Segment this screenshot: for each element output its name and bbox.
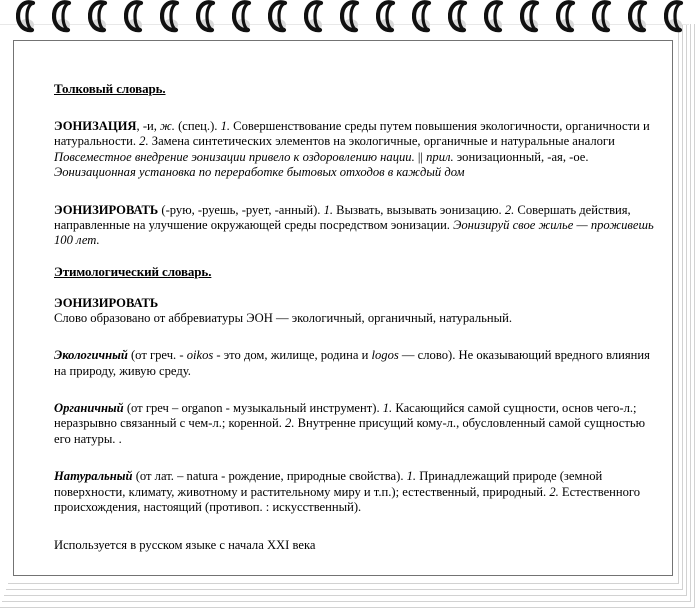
example-1: Эонизируй свое жилье — проживешь 100 лет. xyxy=(54,218,654,248)
page-stack-edge-bottom-2 xyxy=(6,589,683,590)
sense-number-2: 2. xyxy=(549,484,559,499)
page-stack-edge-bottom-1 xyxy=(8,583,679,584)
heading-tolkovy-slovar: Толковый словарь. xyxy=(54,81,166,96)
headword-eonizatsiya: ЭОНИЗАЦИЯ xyxy=(54,119,137,133)
sense-number-2: 2. xyxy=(285,416,295,431)
term-organichny: Органичный xyxy=(54,401,124,416)
term-naturalny: Натуральный xyxy=(54,469,133,484)
spiral-ring-icon xyxy=(556,0,580,34)
headword-eonizirovat: ЭОНИЗИРОВАТЬ xyxy=(54,202,159,217)
spiral-ring-icon xyxy=(592,0,616,34)
etym-origin-line: Слово образовано от аббревиатуры ЭОН — экологичный, органичный, натуральный. xyxy=(54,310,512,325)
etym-mid: - это дом, жилище, родина и xyxy=(213,348,372,363)
example-2: Эонизационная установка по переработке бытовых отходов в каждый дом xyxy=(54,165,465,180)
etym-headword: ЭОНИЗИРОВАТЬ xyxy=(54,295,159,310)
spiral-ring-icon xyxy=(304,0,328,34)
spiral-ring-icon xyxy=(52,0,76,34)
spiral-ring-icon xyxy=(124,0,148,34)
page-stack-edge-bottom-5 xyxy=(0,607,695,608)
page-stack-edge-bottom-4 xyxy=(2,601,691,602)
spiral-ring-icon xyxy=(448,0,472,34)
footer-usage-note: Используется в русском языке с начала XXI века xyxy=(54,537,316,552)
spiral-ring-icon xyxy=(16,0,40,34)
etym-open: (от греч. - xyxy=(127,348,187,363)
greek-logos: logos xyxy=(371,348,399,363)
spiral-ring-icon xyxy=(484,0,508,34)
derivative-label: прил. xyxy=(426,149,454,164)
sense-text-2: Совершать действия, направленные на улучшение окружающей среды посредством эонизации. xyxy=(54,202,631,233)
sense-text-1: Принадлежащий природе (земной поверхности, климату, животному и растительному миру и т.п.); естественный, природный. xyxy=(54,469,603,499)
page-stack-edge-right-4 xyxy=(690,24,691,602)
notebook-page xyxy=(13,40,673,576)
etym-open: (от греч – organon - музыкальный инструмент). xyxy=(123,401,383,416)
spiral-ring-icon xyxy=(376,0,400,34)
page-content xyxy=(54,81,654,553)
heading-etimologichesky-slovar: Этимологический словарь. xyxy=(54,263,212,279)
sense-number-1: 1. xyxy=(382,401,393,416)
forms-eonizirovat: (-рую, -руешь, -рует, -анный). xyxy=(158,202,324,217)
spiral-ring-icon xyxy=(628,0,652,34)
sense-number-1: 1. xyxy=(323,202,334,217)
page-stack-edge-right-5 xyxy=(694,24,695,608)
label-eonizatsiya: (спец.). xyxy=(174,119,221,133)
spiral-ring-icon xyxy=(268,0,292,34)
sense-number-1: 1. xyxy=(220,119,231,133)
spiral-ring-icon xyxy=(664,0,688,34)
component-organichny xyxy=(54,401,654,447)
entry-eonizatsiya xyxy=(54,119,654,181)
sense-text-1: Касающийся самой сущности, основ чего-л.; неразрывно связанный с чем-л.; коренной. xyxy=(54,401,637,431)
sense-number-1: 1. xyxy=(406,469,417,484)
entry-eonizirovat xyxy=(54,203,654,249)
page-stack-edge-right-1 xyxy=(678,24,679,584)
sense-text-1: Совершенствование среды путем повышения экологичности, органичности и натуральности. xyxy=(54,119,650,149)
grammar-eonizatsiya: , -и, xyxy=(136,119,161,133)
spiral-ring-icon xyxy=(340,0,364,34)
entry-separator: || xyxy=(414,149,427,164)
sense-text-2: Замена синтетических элементов на экологичные, органичные и натуральные аналоги xyxy=(148,134,615,149)
etym-open: (от лат. – natura - рождение, природные свойства). xyxy=(132,469,407,484)
sense-text-2: Внутренне присущий кому-л., обусловленный самой сущностью его натуры. . xyxy=(54,416,646,446)
spiral-ring-icon xyxy=(412,0,436,34)
spiral-ring-icon xyxy=(520,0,544,34)
greek-oikos: oikos xyxy=(186,348,214,363)
term-ekologichny: Экологичный xyxy=(54,348,128,363)
gender-eonizatsiya: ж. xyxy=(160,119,175,133)
component-naturalny xyxy=(54,469,654,515)
spiral-ring-icon xyxy=(232,0,256,34)
sense-number-2: 2. xyxy=(504,202,515,217)
example-1: Повсеместное внедрение эонизации привело к оздоровлению нации. xyxy=(54,149,415,164)
sense-text-2: Естественного происхождения, настоящий (противоп. : искусственный). xyxy=(54,484,641,515)
derivative-forms: эонизационный, -ая, -ое. xyxy=(453,149,589,164)
component-ekologichny xyxy=(54,348,654,379)
sense-number-2: 2. xyxy=(139,134,149,149)
etym-close: — слово). Не оказывающий вредного влияния на природу, живую среду. xyxy=(54,348,650,378)
sense-text-1: Вызвать, вызывать эонизацию. xyxy=(333,202,505,217)
page-stack-edge-right-3 xyxy=(686,24,687,596)
spiral-binding xyxy=(0,0,697,40)
spiral-ring-icon xyxy=(196,0,220,34)
page-stack-edge-right-2 xyxy=(682,24,683,590)
spiral-ring-icon xyxy=(88,0,112,34)
spiral-ring-icon xyxy=(160,0,184,34)
page-stack-edge-bottom-3 xyxy=(4,595,687,596)
